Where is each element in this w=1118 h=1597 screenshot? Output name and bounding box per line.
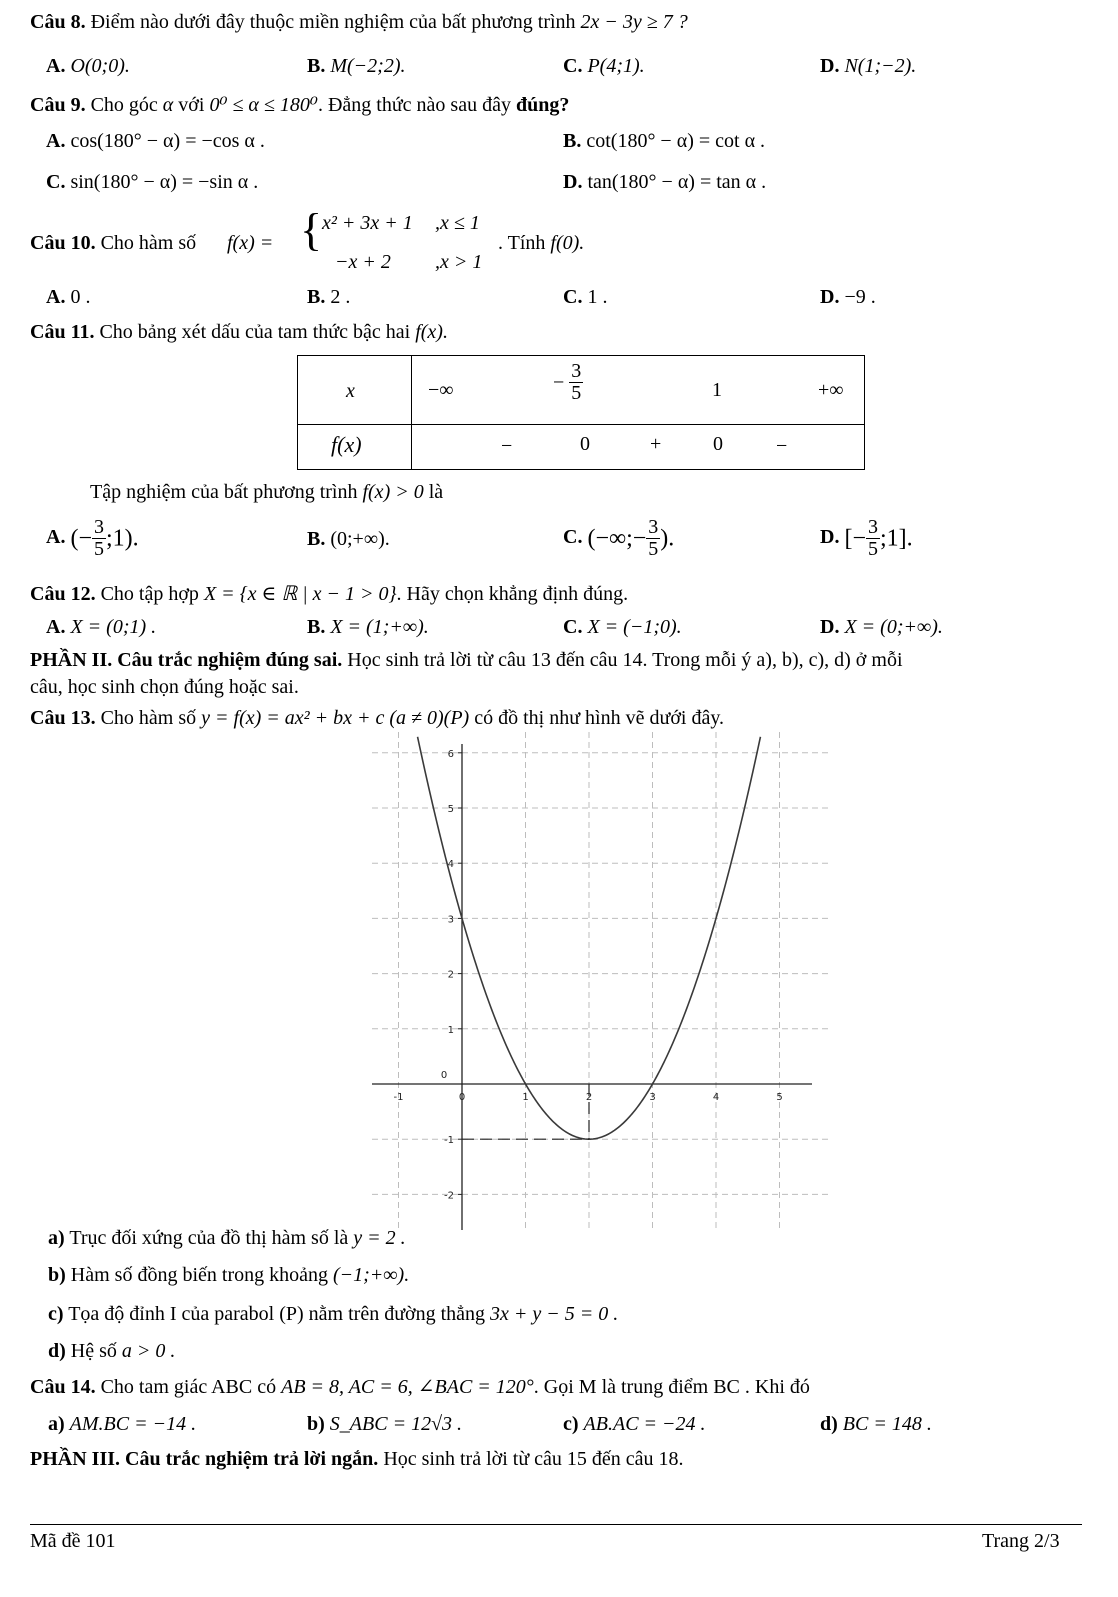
q9-option-d[interactable]: D. tan(180° − α) = tan α . (563, 171, 767, 193)
part2-line2: câu, học sinh chọn đúng hoặc sai. (30, 676, 299, 698)
q10-option-b[interactable]: B. 2 . (307, 286, 351, 308)
q12-label: Câu 12. (30, 583, 96, 605)
sign-table-x-head: x (346, 380, 355, 402)
q10-stem: Câu 10. Cho hàm số (30, 232, 197, 254)
q10-case2-cond: ,x > 1 (435, 251, 483, 273)
q14-stem: Câu 14. Cho tam giác ABC có AB = 8, AC = 6, ∠BAC = 120°. Gọi M là trung điểm BC . Khi đó (30, 1376, 810, 1398)
y-tick-label: 2 (447, 969, 454, 981)
q8-formula: 2x − 3y ≥ 7 ? (580, 11, 688, 33)
q9-option-a[interactable]: A. cos(180° − α) = −cos α . (46, 130, 265, 152)
y-tick-label: 3 (447, 914, 454, 926)
q10-case1-cond: ,x ≤ 1 (435, 212, 480, 234)
q10-label: Câu 10. (30, 232, 96, 254)
sign-table-neg-inf: −∞ (428, 379, 454, 401)
q8-text: Điểm nào dưới đây thuộc miền nghiệm của bất phương trình (90, 11, 576, 33)
sign-table-root2: 1 (712, 379, 722, 401)
q12-option-a[interactable]: A. X = (0;1) . (46, 616, 157, 638)
q14-item-b[interactable]: b) S_ABC = 12√3 . (307, 1413, 463, 1435)
q9-condition: 0⁰ ≤ α ≤ 180⁰ (209, 94, 318, 116)
q14-item-a[interactable]: a) AM.BC = −14 . (48, 1413, 197, 1435)
sign-table-root1: − $\frac{3}{5}$ (553, 360, 582, 404)
x-tick-label: -1 (393, 1092, 404, 1103)
q11-prompt: Tập nghiệm của bất phương trình f(x) > 0 là (90, 481, 444, 503)
footer-divider (30, 1524, 1082, 1525)
q11-label: Câu 11. (30, 321, 95, 343)
q10-option-a[interactable]: A. 0 . (46, 286, 91, 308)
part3-heading: PHẦN III. Câu trắc nghiệm trả lời ngắn. Học sinh trả lời từ câu 15 đến câu 18. (30, 1448, 684, 1470)
sign-table (297, 355, 865, 470)
q8-option-a[interactable]: A. O(0;0). (46, 55, 130, 77)
q9-option-b[interactable]: B. cot(180° − α) = cot α . (563, 130, 766, 152)
sign-table-sign-4: 0 (713, 433, 723, 455)
q8-option-c[interactable]: C. P(4;1). (563, 55, 645, 77)
q12-stem: Câu 12. Cho tập hợp X = {x ∈ ℝ | x − 1 > 0}. Hãy chọn khẳng định đúng. (30, 583, 629, 605)
q8-option-b[interactable]: B. M(−2;2). (307, 55, 406, 77)
q14-item-c[interactable]: c) AB.AC = −24 . (563, 1413, 706, 1435)
q13-stem: Câu 13. Cho hàm số y = f(x) = ax² + bx + c (a ≠ 0)(P) có đồ thị như hình vẽ dưới đây. (30, 707, 725, 729)
sign-table-sign-5: − (776, 435, 788, 457)
y-tick-label: -1 (444, 1135, 454, 1147)
q10-case2-expr: −x + 2 (335, 251, 391, 273)
q8-stem (30, 12, 688, 32)
q10-option-d[interactable]: D. −9 . (820, 286, 876, 308)
sign-table-sign-3: + (650, 433, 662, 455)
parabola-chart (372, 732, 832, 1230)
q12-option-d[interactable]: D. X = (0;+∞). (820, 616, 943, 638)
q8-option-d[interactable]: D. N(1;−2). (820, 55, 917, 77)
q9-stem: Câu 9. Cho góc α với 0⁰ ≤ α ≤ 180⁰. Đẳng thức nào sau đây đúng? (30, 94, 570, 116)
q11-option-a[interactable]: A. (− $\frac{3}{5}$ ;1). (46, 516, 139, 560)
x-tick-label: 4 (712, 1092, 720, 1103)
q10-fx: f(x) = (227, 232, 274, 254)
q13-item-a[interactable]: a) Trục đối xứng của đồ thị hàm số là y = 2 . (48, 1228, 410, 1248)
q11-option-c[interactable]: C. (−∞;− $\frac{3}{5}$ ). (563, 516, 675, 560)
x-tick-label: 2 (585, 1092, 593, 1103)
y-tick-label: -2 (444, 1190, 454, 1202)
q13-item-c[interactable]: c) Tọa độ đỉnh I của parabol (P) nằm trên đường thẳng 3x + y − 5 = 0 . (48, 1303, 619, 1325)
x-tick-label: 0 (458, 1092, 466, 1103)
x-tick-label: 1 (522, 1092, 529, 1103)
q13-label: Câu 13. (30, 707, 96, 729)
sign-table-sign-1: − (501, 435, 513, 457)
q8-label: Câu 8. (30, 11, 86, 33)
footer-exam-code: Mã đề 101 (30, 1530, 116, 1552)
y-tick-label: 1 (447, 1024, 454, 1036)
x-tick-label: 5 (776, 1092, 783, 1103)
q13-item-b[interactable]: b) Hàm số đồng biến trong khoảng (−1;+∞). (48, 1264, 410, 1286)
sign-table-sign-2: 0 (580, 433, 590, 455)
q13-item-d[interactable]: d) Hệ số a > 0 . (48, 1340, 176, 1362)
q12-option-c[interactable]: C. X = (−1;0). (563, 616, 682, 638)
y-tick-label: 0 (440, 1070, 448, 1081)
q9-option-c[interactable]: C. sin(180° − α) = −sin α . (46, 171, 259, 193)
q10-brace: { (300, 204, 323, 255)
q14-item-d[interactable]: d) BC = 148 . (820, 1413, 932, 1435)
y-tick-label: 6 (447, 748, 454, 760)
q11-stem: Câu 11. Cho bảng xét dấu của tam thức bậc hai f(x). (30, 321, 448, 343)
q11-option-b[interactable]: B. (0;+∞). (307, 528, 390, 550)
y-tick-label: 5 (447, 804, 454, 815)
q9-label: Câu 9. (30, 94, 86, 116)
q10-option-c[interactable]: C. 1 . (563, 286, 608, 308)
q14-label: Câu 14. (30, 1376, 96, 1398)
q12-option-b[interactable]: B. X = (1;+∞). (307, 616, 429, 638)
footer-page-number: Trang 2/3 (982, 1530, 1060, 1552)
part2-heading: PHẦN II. Câu trắc nghiệm đúng sai. Học sinh trả lời từ câu 13 đến câu 14. Trong mỗi ý a), b), c), d) ở mỗi (30, 649, 903, 671)
q10-case1-expr: x² + 3x + 1 (322, 212, 413, 234)
x-tick-label: 3 (649, 1092, 656, 1103)
sign-table-fx-head: f(x) (331, 432, 362, 457)
sign-table-pos-inf: +∞ (818, 379, 844, 401)
y-tick-label: 4 (447, 859, 454, 871)
q11-option-d[interactable]: D. [− $\frac{3}{5}$ ;1]. (820, 516, 913, 560)
q10-tail: . Tính f(0). (498, 232, 585, 254)
